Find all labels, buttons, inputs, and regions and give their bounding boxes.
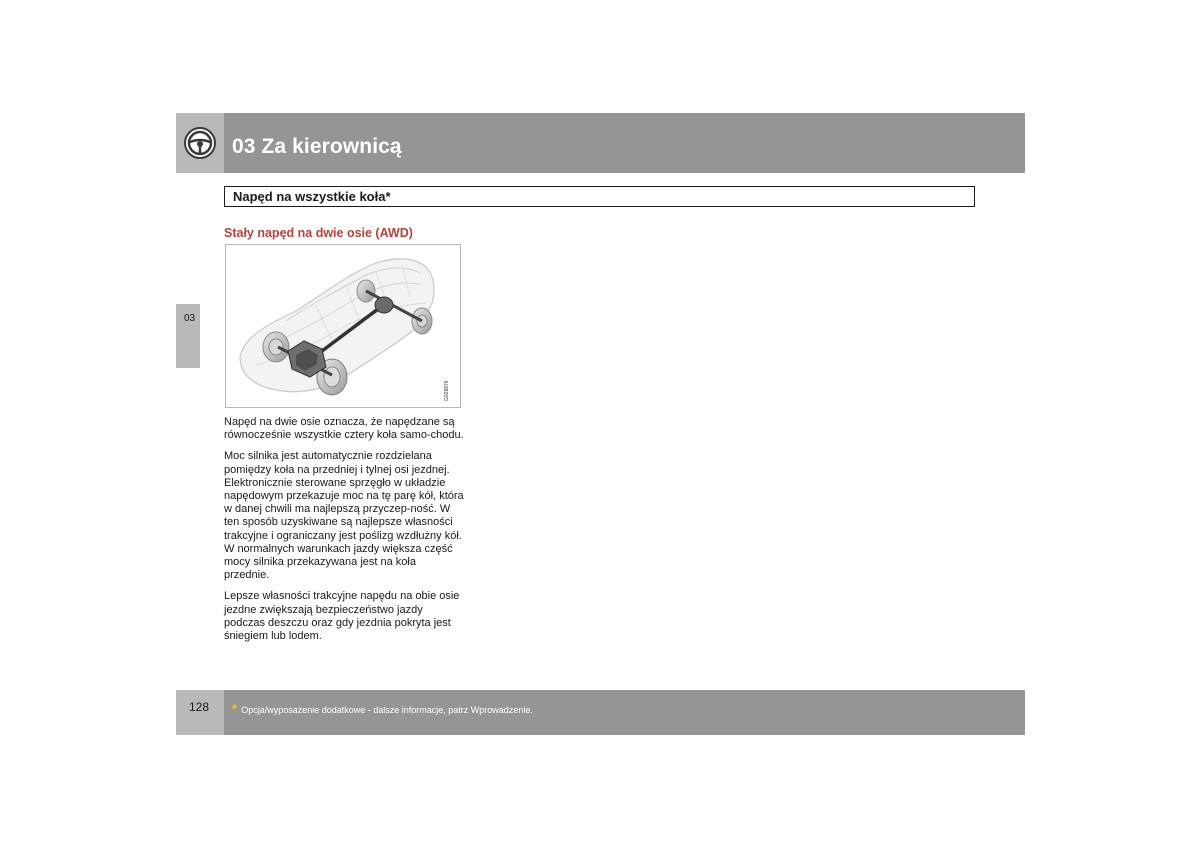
figure-code: G028876 (444, 380, 450, 401)
footnote (232, 702, 533, 716)
section-heading: Napęd na wszystkie koła* (233, 189, 391, 204)
paragraph: Moc silnika jest automatycznie rozdzielana pomiędzy koła na przedniej i tylnej osi jezdnej. Elektronicznie sterowane sprzęgło w układzie napędowym przekazuje moc na tę parę kół, która w danej chwili ma najlepszą przyczep-ność. W ten sposób uzyskiwane są najlepsze własności trakcyjne i ograniczany jest poślizg wzdłużny kół. W normalnych warunkach jazdy większa część mocy silnika przekazywana jest na koła przednie. (224, 450, 464, 582)
section-heading-box (224, 186, 975, 207)
paragraph: Lepsze własności trakcyjne napędu na obie osie jezdne zwiększają bezpieczeństwo jazdy podczas deszczu oraz gdy jezdnia pokryta jest śniegiem lub lodem. (224, 590, 460, 643)
subsection-heading: Stały napęd na dwie osie (AWD) (224, 226, 413, 240)
chapter-header (224, 113, 1025, 173)
side-tab-label: 03 (184, 313, 196, 324)
footnote-text: Opcja/wyposażenie dodatkowe - dalsze informacje, patrz Wprowadzenie. (241, 705, 533, 715)
body-text (224, 416, 464, 651)
chapter-title: 03 Za kierownicą (232, 135, 402, 158)
car-awd-diagram (226, 245, 460, 407)
paragraph: Napęd na dwie osie oznacza, że napędzane są równocześnie wszystkie cztery koła samo-chodu. (224, 416, 464, 442)
awd-illustration (225, 244, 461, 408)
chapter-side-tab (176, 304, 200, 368)
chapter-icon-box (176, 113, 224, 173)
steering-wheel-icon (182, 125, 218, 161)
footnote-star: * (232, 702, 237, 716)
page-number: 128 (189, 700, 210, 714)
footer-bar (224, 690, 1025, 735)
page-number-box (176, 690, 224, 735)
